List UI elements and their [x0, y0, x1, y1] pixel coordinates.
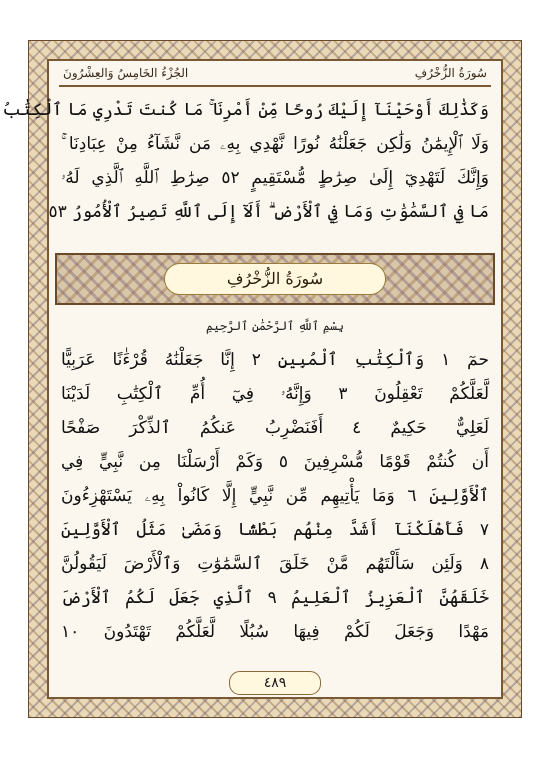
page-body	[2, 59, 503, 699]
basmala: بِسْمِ ٱللَّهِ ٱلرَّحْمَٰنِ ٱلرَّحِيمِ	[205, 319, 344, 333]
page-frame	[2, 40, 522, 718]
page-number: ٤٨٩	[229, 671, 321, 695]
verse-line: ٱلْأَوَّلِينَ ٦ وَمَا يَأْتِيهِم مِّن نَّبِيٍّ إِلَّا كَانُواْ بِهِۦ يَسْتَهْزِءُونَ	[61, 486, 490, 506]
verse-line: وَكَذَٰلِكَ أَوْحَيْنَآ إِلَيْكَ رُوحًا مِّنْ أَمْرِنَا ۚ مَا كُنتَ تَدْرِي مَا ٱلْكِتَٰبُ	[2, 100, 489, 120]
header-divider	[59, 85, 491, 87]
verse-line: لَعَلِيٌّ حَكِيمٌ ٤ أَفَنَضْرِبُ عَنكُمُ ٱلذِّكْرَ صَفْحًا	[61, 418, 490, 438]
verse-block-bottom	[61, 343, 489, 649]
verse-line: وَإِنَّكَ لَتَهْدِيٓ إِلَىٰ صِرَٰطٍ مُّسْتَقِيمٍ ٥٢ صِرَٰطِ ٱللَّهِ ٱلَّذِي لَهُۥ	[61, 168, 489, 188]
verse-line: وَلَا ٱلْإِيمَٰنُ وَلَٰكِن جَعَلْنَٰهُ نُورًا نَّهْدِي بِهِۦ مَن نَّشَآءُ مِنْ عِبَادِنَا ۚ	[61, 134, 489, 154]
surah-title: سُورَةُ الزُّخْرُفِ	[164, 263, 386, 295]
verse-line: لَّعَلَّكُمْ تَعْقِلُونَ ٣ وَإِنَّهُۥ فِيٓ أُمِّ ٱلْكِتَٰبِ لَدَيْنَا	[61, 384, 489, 404]
surah-label: سُورَةُ الزُّخْرُفِ	[414, 66, 487, 80]
verse-line: ٨ وَلَئِن سَأَلْتَهُم مَّنْ خَلَقَ ٱلسَّمَٰوَٰتِ وَٱلْأَرْضَ لَيَقُولُنَّ	[61, 554, 489, 574]
juz-label: الجُزْءُ الخَامِسُ وَالعِشْرُونَ	[63, 66, 189, 80]
verse-line: مَا فِي ٱلسَّمَٰوَٰتِ وَمَا فِي ٱلْأَرْضِ ۗ أَلَآ إِلَى ٱللَّهِ تَصِيرُ ٱلْأُمُورُ ٥٣	[48, 202, 489, 222]
verse-line: مَهْدًا وَجَعَلَ لَكُمْ فِيهَا سُبُلًا لَّعَلَّكُمْ تَهْتَدُونَ ١٠	[61, 622, 489, 642]
verse-line: أَن كُنتُمْ قَوْمًا مُّسْرِفِينَ ٥ وَكَمْ أَرْسَلْنَا مِن نَّبِيٍّ فِي	[61, 452, 489, 472]
verse-line: خَلَقَهُنَّ ٱلْعَزِيزُ ٱلْعَلِيمُ ٩ ٱلَّذِي جَعَلَ لَكُمُ ٱلْأَرْضَ	[61, 588, 489, 608]
surah-header-band	[55, 253, 495, 305]
verse-line: ٧ فَأَهْلَكْنَآ أَشَدَّ مِنْهُم بَطْشًا وَمَضَىٰ مَثَلُ ٱلْأَوَّلِينَ	[61, 520, 489, 540]
page-header	[49, 63, 501, 83]
verse-block-top	[2, 93, 489, 229]
verse-line: حمٓ ١ وَٱلْكِتَٰبِ ٱلْمُبِينِ ٢ إِنَّا جَعَلْنَٰهُ قُرْءَٰنًا عَرَبِيًّا	[61, 350, 489, 370]
